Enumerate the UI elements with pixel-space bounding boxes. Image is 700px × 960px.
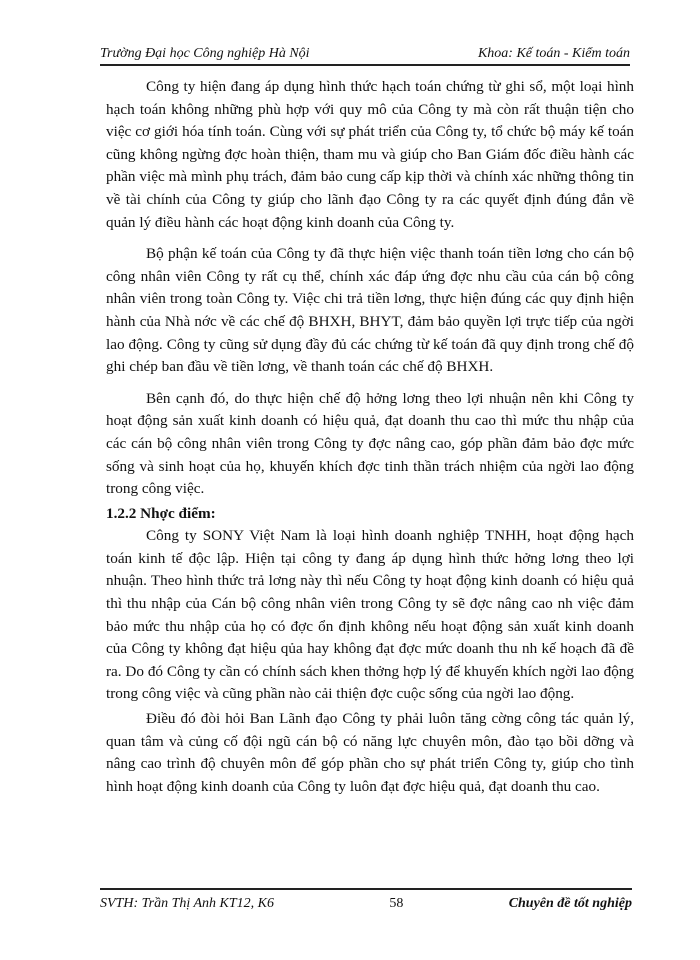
paragraph-1: Công ty hiện đang áp dụng hình thức hạch toán chứng từ ghi sổ, một loại hình hạch toán không những phù hợp với quy mô của Công ty mà còn rất thuận tiện cho việc cơ giới hóa tính toán. Cùng với sự phát triển của Công ty, tổ chức bộ máy kế toán cũng không ngừng đợc hoàn thiện, tham mu và giúp cho Ban Giám đốc điều hành các phần việc mà mình phụ trách, đảm bảo cung cấp kịp thời và chính xác những thông tin về tài chính của Công ty giúp cho lãnh đạo Công ty ra các quyết định đúng đắn về quản lý điều hành các hoạt động kinh doanh của Công ty.	[106, 78, 634, 231]
paragraph-2: Bộ phận kế toán của Công ty đã thực hiện việc thanh toán tiền lơng cho cán bộ công nhân viên Công ty rất cụ thể, chính xác đáp ứng đợc nhu cầu của cán bộ công nhân viên trong toàn Công ty. Việc chi trả tiền lơng, thực hiện đúng các quy định hiện hành của Nhà nớc về các chế độ BHXH, BHYT, đảm bảo quyền lợi trực tiếp của ngời lao động. Công ty cũng sử dụng đầy đủ các chứng từ kế toán đã quy định trong chế độ ghi chép ban đầu về tiền lơng, về thanh toán các chế độ BHXH.	[106, 245, 634, 376]
document-body	[106, 76, 634, 807]
header-school: Trường Đại học Công nghiệp Hà Nội	[100, 46, 310, 61]
paragraph-3: Bên cạnh đó, do thực hiện chế độ hởng lơng theo lợi nhuận nên khi Công ty hoạt động sản xuất kinh doanh có hiệu quả, đạt doanh thu cao thì mức thu nhập của các cán bộ công nhân viên trong Công ty đợc nâng cao, góp phần đảm bảo đợc mức sống và sinh hoạt của họ, khuyến khích đợc tinh thần trách nhiệm của ngời lao động trong công việc.	[106, 389, 634, 498]
page-header	[100, 40, 630, 66]
section-heading: 1.2.2 Nhợc điểm:	[106, 504, 216, 522]
page-footer	[100, 888, 632, 924]
footer-title: Chuyên đề tốt nghiệp	[508, 896, 632, 911]
paragraph-5: Điều đó đòi hỏi Ban Lãnh đạo Công ty phải luôn tăng cờng công tác quản lý, quan tâm và củng cố đội ngũ cán bộ có năng lực chuyên môn, đào tạo bồi dỡng và nâng cao trình độ chuyên môn để góp phần cho sự phát triển Công ty, giúp cho tình hình hoạt động kinh doanh của Công ty luôn đạt đợc hiệu quả, đạt doanh thu cao.	[106, 710, 634, 795]
page-number: 58	[389, 896, 404, 911]
header-faculty: Khoa: Kế toán - Kiểm toán	[477, 46, 630, 61]
paragraph-4: Công ty SONY Việt Nam là loại hình doanh nghiệp TNHH, hoạt động hạch toán kinh tế độc lập. Hiện tại công ty đang áp dụng hình thức hởng lơng theo lợi nhuận. Theo hình thức trả lơng này thì nếu Công ty hoạt động kinh doanh có hiệu quả thì thu nhập của Cán bộ công nhân viên trong Công ty sẽ đợc nâng cao nh việc đảm bảo mức thu nhập của họ có đợc ổn định không nếu hoạt động sản xuất kinh doanh của Công ty không đạt hiệu qủa hay không đạt đợc mức doanh thu nh kế hoạch đã đề ra. Do đó Công ty cần có chính sách khen thởng hợp lý để khuyến khích ngời lao động trong công việc và cũng phần nào cải thiện đợc cuộc sống của ngời lao động.	[106, 527, 634, 703]
footer-author: SVTH: Trần Thị Anh KT12, K6	[100, 896, 275, 911]
